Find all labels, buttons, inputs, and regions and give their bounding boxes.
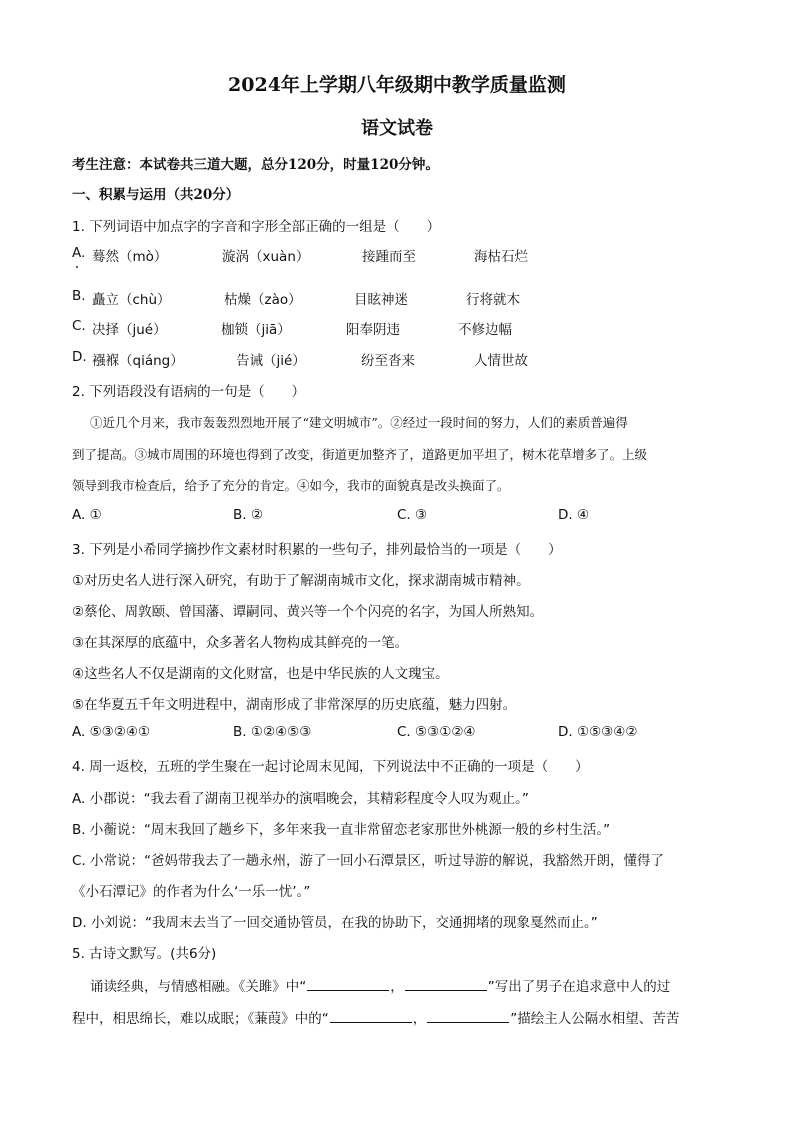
option-label: B. xyxy=(72,288,86,304)
option-item: 目眩神迷 xyxy=(354,292,408,308)
question-5-text: ， xyxy=(390,979,404,995)
question-5-text: 诵读经典，与情感相融。《关雎》中“ xyxy=(90,979,307,995)
option-item: 蓦然（mò） xyxy=(92,249,168,265)
question-1-stem: 1. 下列词语中加点字的字音和字形全部正确的一组是（ ） xyxy=(72,219,441,235)
question-3-stem: 3. 下列是小希同学摘抄作文素材时积累的一些句子，排列最恰当的一项是（ ） xyxy=(72,542,562,558)
question-5-text: 程中，相思绵长，难以成眠；《蒹葭》中的“ xyxy=(72,1011,329,1027)
question-4-option-d: D. 小刘说：“我周末去当了一回交通协管员，在我的协助下，交通拥堵的现象戛然而止。” xyxy=(72,915,598,931)
option-item: 接踵而至 xyxy=(362,249,416,265)
question-4-stem: 4. 周一返校，五班的学生聚在一起讨论周末见闻，下列说法中不正确的一项是（ ） xyxy=(72,759,589,775)
question-5-text: ， xyxy=(412,1011,427,1027)
question-2-option-b: B. ② xyxy=(233,507,263,523)
option-item: 不修边幅 xyxy=(458,322,512,338)
question-3-sentence: ④这些名人不仅是湖南的文化财富，也是中华民族的人文瑰宝。 xyxy=(72,666,449,682)
question-5-stem: 5. 古诗文默写。(共6分) xyxy=(72,946,217,962)
question-4-option-c-continued: 《小石潭记》的作者为什么‘一乐一忧’。” xyxy=(72,884,311,900)
option-label: A. xyxy=(72,245,86,261)
question-3-sentence: ③在其深厚的底蕴中，众多著名人物构成其鲜亮的一笔。 xyxy=(72,635,409,651)
question-3-sentence: ①对历史名人进行深入研究，有助于了解湖南城市文化，探求湖南城市精神。 xyxy=(72,573,530,589)
option-item: 决择（jué） xyxy=(92,322,167,338)
question-5-text: ”描绘主人公隔水相望、苦苦 xyxy=(510,1011,680,1027)
question-3-option-b: B. ①②④⑤③ xyxy=(233,724,312,740)
question-4-option-b: B. 小蘅说：“周末我回了趟乡下，多年来我一直非常留恋老家那世外桃源一般的乡村生活。” xyxy=(72,822,611,838)
section-heading: 一、积累与运用（共20分） xyxy=(72,187,240,203)
question-4-option-a: A. 小郡说：“我去看了湖南卫视举办的演唱晚会，其精彩程度令人叹为观止。” xyxy=(72,791,529,807)
question-3-option-c: C. ⑤③①②④ xyxy=(397,724,476,740)
answer-blank[interactable] xyxy=(330,1010,412,1023)
question-5-text: ”写出了男子在追求意中人的过 xyxy=(487,979,671,995)
page-title: 2024年上学期八年级期中教学质量监测 xyxy=(228,74,566,96)
option-label: C. xyxy=(72,318,86,334)
question-5-paragraph-line xyxy=(90,975,670,995)
option-item: 海枯石烂 xyxy=(474,249,528,265)
question-3-option-a: A. ⑤③②④① xyxy=(72,724,151,740)
question-2-option-d: D. ④ xyxy=(558,507,590,523)
option-label: D. xyxy=(72,349,87,365)
question-2-passage-line: 到了提高。③城市周围的环境也得到了改变，街道更加整齐了，道路更加平坦了，树木花草增多了。上级 xyxy=(72,447,648,462)
page-subtitle: 语文试卷 xyxy=(361,118,433,139)
option-item: 枷锁（jiā） xyxy=(221,322,291,338)
question-2-stem: 2. 下列语段没有语病的一句是（ ） xyxy=(72,384,306,400)
question-2-passage-line: 领导到我市检查后，给予了充分的肯定。④如今，我市的面貌真是改头换面了。 xyxy=(72,478,510,493)
exam-notice: 考生注意：本试卷共三道大题，总分120分，时量120分钟。 xyxy=(72,157,439,173)
option-item: 漩涡（xuàn） xyxy=(222,249,310,265)
option-item: 人情世故 xyxy=(474,353,528,369)
question-2-option-a: A. ① xyxy=(72,507,102,523)
option-item: 襁褓（qiáng） xyxy=(92,353,184,369)
question-4-option-c: C. 小常说：“爸妈带我去了一趟永州，游了一回小石潭景区，听过导游的解说，我豁然开朗，懂得了 xyxy=(72,853,665,869)
answer-blank[interactable] xyxy=(405,978,487,991)
question-5-paragraph-line xyxy=(72,1007,679,1027)
emphasis-dot-icon xyxy=(76,266,78,268)
question-3-option-d: D. ①⑤③④② xyxy=(558,724,638,740)
answer-blank[interactable] xyxy=(427,1010,509,1023)
question-2-passage-line: ①近几个月来，我市轰轰烈烈地开展了“建文明城市”。②经过一段时间的努力，人们的素质普遍得 xyxy=(90,415,628,430)
answer-blank[interactable] xyxy=(307,978,389,991)
option-item: 枯燥（zào） xyxy=(224,292,302,308)
option-item: 行将就木 xyxy=(466,292,520,308)
option-item: 告诫（jié） xyxy=(236,353,306,369)
option-item: 阳奉阴违 xyxy=(346,322,400,338)
question-2-option-c: C. ③ xyxy=(397,507,428,523)
question-3-sentence: ⑤在华夏五千年文明进程中，湖南形成了非常深厚的历史底蕴，魅力四射。 xyxy=(72,697,517,713)
option-item: 纷至沓来 xyxy=(361,353,415,369)
question-3-sentence: ②蔡伦、周敦颐、曾国藩、谭嗣同、黄兴等一个个闪亮的名字，为国人所熟知。 xyxy=(72,604,544,620)
option-item: 矗立（chù） xyxy=(92,292,171,308)
